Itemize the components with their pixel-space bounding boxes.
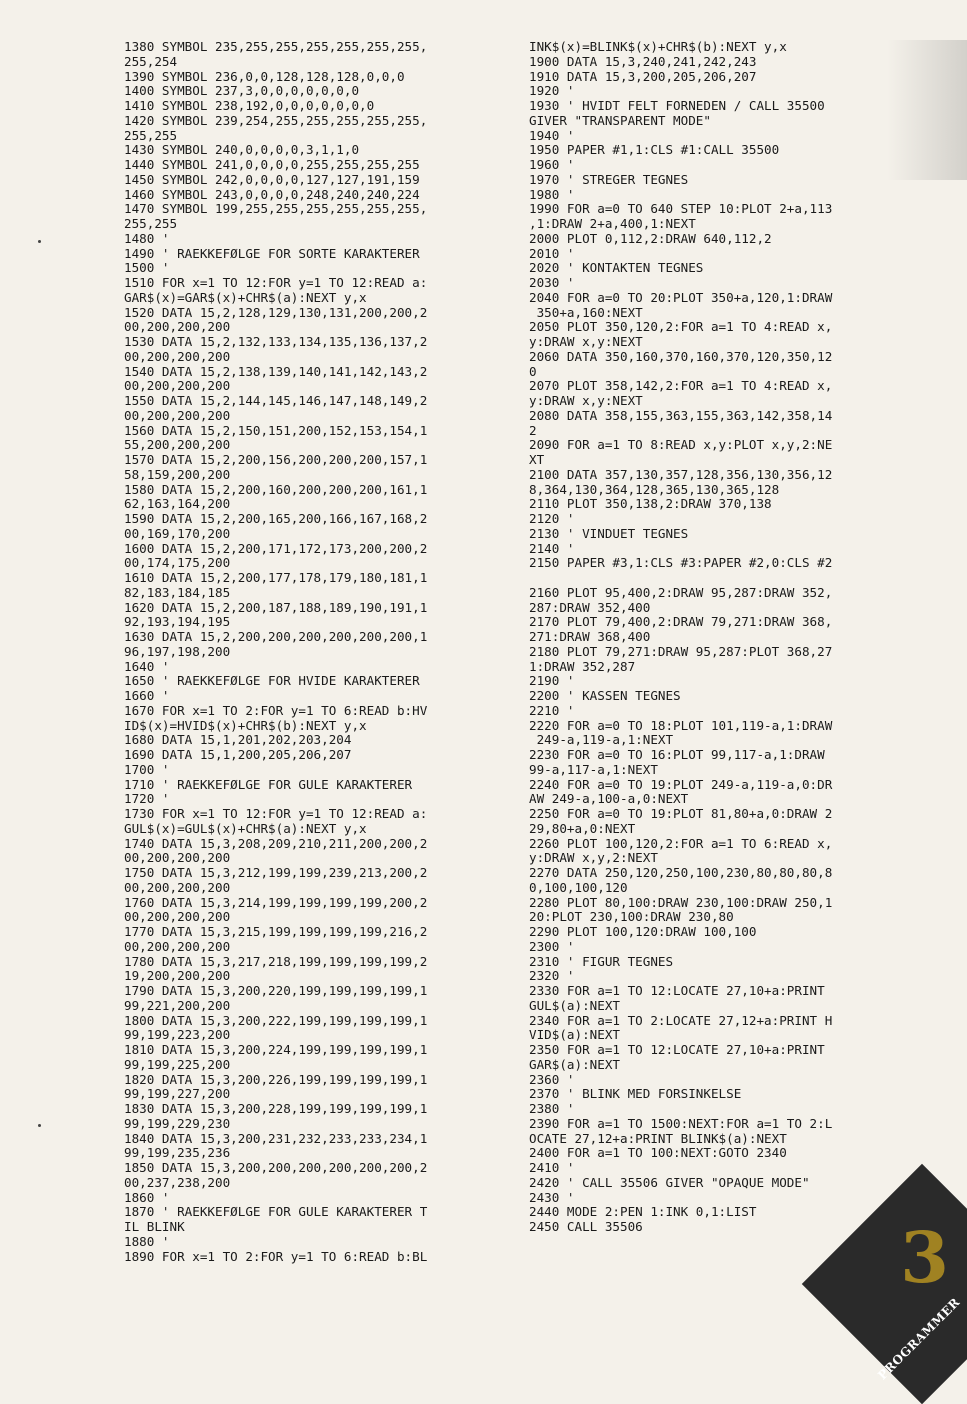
code-line: 1490 ' RAEKKEFØLGE FOR SORTE KARAKTERER [124,245,420,261]
code-line: 1940 ' [529,127,575,143]
code-line: y:DRAW x,y:NEXT [529,334,643,349]
code-line: 00,200,200,200 [124,909,231,925]
code-line: GAR$(a):NEXT [529,1056,620,1072]
code-line: 287:DRAW 352,400 [529,599,651,615]
code-line: 2170 PLOT 79,400,2:DRAW 79,271:DRAW 368, [529,614,833,630]
code-line: 1460 SYMBOL 243,0,0,0,0,248,240,240,224 [124,186,420,202]
code-line: 1850 DATA 15,3,200,200,200,200,200,200,2 [124,1160,428,1175]
code-line: 20:PLOT 230,100:DRAW 230,80 [529,909,734,925]
code-line: GAR$(x)=GAR$(x)+CHR$(a):NEXT y,x [124,289,367,305]
code-line: 2360 ' [529,1071,575,1087]
code-line: 00,200,200,200 [124,938,231,954]
code-line: 00,200,200,200 [124,850,231,866]
code-line: 2300 ' [529,938,575,954]
code-line: 1570 DATA 15,2,200,156,200,200,200,157,1 [124,452,428,467]
code-line: 249-a,119-a,1:NEXT [529,732,674,748]
code-line: 1670 FOR x=1 TO 2:FOR y=1 TO 6:READ b:HV [124,702,428,718]
code-line: 1730 FOR x=1 TO 12:FOR y=1 TO 12:READ a: [124,806,428,821]
code-line: 1900 DATA 15,3,240,241,242,243 [529,53,757,69]
code-line: 2440 MODE 2:PEN 1:INK 0,1:LIST [529,1204,757,1220]
code-line: 00,200,200,200 [124,348,231,364]
code-line: 1610 DATA 15,2,200,177,178,179,180,181,1 [124,570,428,585]
code-line: 99,199,235,236 [124,1145,231,1161]
code-line: 1410 SYMBOL 238,192,0,0,0,0,0,0,0 [124,98,375,113]
code-line: INK$(x)=BLINK$(x)+CHR$(b):NEXT y,x [529,39,787,54]
code-line: 1780 DATA 15,3,217,218,199,199,199,199,2 [124,953,428,969]
code-line: 2380 ' [529,1101,575,1116]
code-line: 1740 DATA 15,3,208,209,210,211,200,200,2 [124,835,428,851]
code-line: 29,80+a,0:NEXT [529,820,636,836]
code-line: 2320 ' [529,968,575,984]
code-line: 2110 PLOT 350,138,2:DRAW 370,138 [529,496,772,512]
code-line: GIVER "TRANSPARENT MODE" [529,112,711,128]
code-line: 2120 ' [529,511,575,526]
code-line: 2430 ' [529,1189,575,1205]
code-line: 62,163,164,200 [124,496,231,512]
code-line: 00,237,238,200 [124,1174,231,1190]
code-line: 00,169,170,200 [124,525,231,541]
code-line: 1430 SYMBOL 240,0,0,0,0,3,1,1,0 [124,142,360,158]
code-line: 58,159,200,200 [124,466,231,482]
code-line: 2150 PAPER #3,1:CLS #3:PAPER #2,0:CLS #2 [529,555,833,571]
code-line: 2410 ' [529,1160,575,1175]
code-line: 2400 FOR a=1 TO 100:NEXT:GOTO 2340 [529,1145,787,1161]
code-line: 2420 ' CALL 35506 GIVER "OPAQUE MODE" [529,1174,810,1190]
code-line: 255,254 [124,53,178,69]
code-line: 2190 ' [529,673,575,689]
code-line: 1860 ' [124,1189,170,1205]
code-line: 1750 DATA 15,3,212,199,199,239,213,200,2 [124,865,428,880]
code-line: 1710 ' RAEKKEFØLGE FOR GULE KARAKTERER [124,776,413,792]
code-line: 2030 ' [529,275,575,290]
code-line: 1820 DATA 15,3,200,226,199,199,199,199,1 [124,1071,428,1087]
code-line: 1510 FOR x=1 TO 12:FOR y=1 TO 12:READ a: [124,275,428,290]
code-line: 2340 FOR a=1 TO 2:LOCATE 27,12+a:PRINT H [529,1012,833,1028]
code-line: 1920 ' [529,83,575,99]
code-line: 2210 ' [529,702,575,718]
code-line: 1390 SYMBOL 236,0,0,128,128,128,0,0,0 [124,68,405,84]
code-line: OCATE 27,12+a:PRINT BLINK$(a):NEXT [529,1130,787,1146]
margin-dot [38,240,41,243]
code-line: 2070 PLOT 358,142,2:FOR a=1 TO 4:READ x, [529,378,833,394]
code-line: 19,200,200,200 [124,968,231,984]
code-line: 2350 FOR a=1 TO 12:LOCATE 27,10+a:PRINT [529,1042,825,1057]
code-line: ID$(x)=HVID$(x)+CHR$(b):NEXT y,x [124,717,367,733]
code-line: VID$(a):NEXT [529,1027,620,1043]
code-line: 2010 ' [529,245,575,261]
code-line: 00,174,175,200 [124,555,231,571]
code-line: 1550 DATA 15,2,144,145,146,147,148,149,2 [124,393,428,408]
code-line: 1680 DATA 15,1,201,202,203,204 [124,732,352,748]
code-line: AW 249-a,100-a,0:NEXT [529,791,689,807]
code-line: 2290 PLOT 100,120:DRAW 100,100 [529,924,757,939]
code-line: 1480 ' [124,230,170,246]
code-line: 2000 PLOT 0,112,2:DRAW 640,112,2 [529,230,772,246]
code-line: 1700 ' [124,761,170,777]
code-line: 99,221,200,200 [124,997,231,1013]
code-line: 1530 DATA 15,2,132,133,134,135,136,137,2 [124,334,428,349]
code-line: XT [529,452,545,467]
code-line: 1640 ' [124,658,170,674]
code-line: 2020 ' KONTAKTEN TEGNES [529,260,704,276]
code-line: 1790 DATA 15,3,200,220,199,199,199,199,1 [124,983,428,998]
code-line: 2040 FOR a=0 TO 20:PLOT 350+a,120,1:DRAW [529,289,833,305]
code-line: 1760 DATA 15,3,214,199,199,199,199,200,2 [124,894,428,910]
code-line: 1440 SYMBOL 241,0,0,0,0,255,255,255,255 [124,157,420,172]
code-column-left [124,40,484,1264]
code-line: 2450 CALL 35506 [529,1219,643,1234]
code-line: GUL$(a):NEXT [529,997,620,1013]
code-line: 2060 DATA 350,160,370,160,370,120,350,12 [529,348,833,364]
code-line: 2370 ' BLINK MED FORSINKELSE [529,1086,742,1102]
code-line: 1830 DATA 15,3,200,228,199,199,199,199,1 [124,1101,428,1116]
code-line: 0,100,100,120 [529,879,628,895]
code-line: 00,200,200,200 [124,407,231,423]
code-line: 2050 PLOT 350,120,2:FOR a=1 TO 4:READ x, [529,319,833,335]
code-line: 99,199,227,200 [124,1086,231,1102]
code-line: 1470 SYMBOL 199,255,255,255,255,255,255, [124,201,428,217]
code-line: y:DRAW x,y:NEXT [529,393,643,408]
code-line: GUL$(x)=GUL$(x)+CHR$(a):NEXT y,x [124,820,367,836]
code-line: 8,364,130,364,128,365,130,365,128 [529,481,780,497]
code-line: 99-a,117-a,1:NEXT [529,761,658,777]
code-line: 99,199,225,200 [124,1056,231,1072]
code-line: 2140 ' [529,540,575,556]
code-line: 2100 DATA 357,130,357,128,356,130,356,12 [529,466,833,482]
code-line: 1720 ' [124,791,170,807]
margin-dot [38,1124,41,1127]
code-line: 1800 DATA 15,3,200,222,199,199,199,199,1 [124,1012,428,1028]
code-line: 1560 DATA 15,2,150,151,200,152,153,154,1 [124,422,428,438]
code-line: 99,199,223,200 [124,1027,231,1043]
code-line: 2280 PLOT 80,100:DRAW 230,100:DRAW 250,1 [529,894,833,910]
code-line: 1400 SYMBOL 237,3,0,0,0,0,0,0,0 [124,83,360,99]
code-line: 1660 ' [124,688,170,703]
code-line: 1620 DATA 15,2,200,187,188,189,190,191,1 [124,599,428,615]
code-line: 55,200,200,200 [124,437,231,453]
code-line: 1630 DATA 15,2,200,200,200,200,200,200,1 [124,629,428,644]
code-line: 1890 FOR x=1 TO 2:FOR y=1 TO 6:READ b:BL [124,1248,428,1264]
code-line: 2130 ' VINDUET TEGNES [529,525,689,541]
code-line: 2270 DATA 250,120,250,100,230,80,80,80,8 [529,865,833,880]
corner-badge-number: 3 [900,1216,949,1299]
code-line: 271:DRAW 368,400 [529,629,651,644]
code-line: 1810 DATA 15,3,200,224,199,199,199,199,1 [124,1042,428,1057]
code-line: 82,183,184,185 [124,584,231,600]
code-line: 2260 PLOT 100,120,2:FOR a=1 TO 6:READ x, [529,835,833,851]
code-line: 1590 DATA 15,2,200,165,200,166,167,168,2 [124,511,428,526]
code-line: 1840 DATA 15,3,200,231,232,233,233,234,1 [124,1130,428,1146]
code-line: 1420 SYMBOL 239,254,255,255,255,255,255, [124,112,428,128]
code-line [529,571,889,586]
code-line: IL BLINK [124,1219,185,1234]
code-line: 2090 FOR a=1 TO 8:READ x,y:PLOT x,y,2:NE [529,437,833,453]
code-line: 1:DRAW 352,287 [529,658,636,674]
corner-badge-label: PROGRAMMER [875,1295,963,1383]
code-line: 1600 DATA 15,2,200,171,172,173,200,200,2 [124,540,428,556]
code-line: 99,199,229,230 [124,1115,231,1131]
code-line: 2390 FOR a=1 TO 1500:NEXT:FOR a=1 TO 2:L [529,1115,833,1131]
code-line: 1500 ' [124,260,170,276]
code-line: 2240 FOR a=0 TO 19:PLOT 249-a,119-a,0:DR [529,776,833,792]
code-line: 2200 ' KASSEN TEGNES [529,688,681,703]
code-line: 2080 DATA 358,155,363,155,363,142,358,14 [529,407,833,423]
code-line: 350+a,160:NEXT [529,304,643,320]
code-line: 2330 FOR a=1 TO 12:LOCATE 27,10+a:PRINT [529,983,825,998]
code-line: ,1:DRAW 2+a,400,1:NEXT [529,216,696,231]
code-line: 2 [529,422,537,438]
code-line: 1690 DATA 15,1,200,205,206,207 [124,747,352,762]
code-line: 1870 ' RAEKKEFØLGE FOR GULE KARAKTERER T [124,1204,428,1220]
code-line: 2230 FOR a=0 TO 16:PLOT 99,117-a,1:DRAW [529,747,825,762]
code-line: 1910 DATA 15,3,200,205,206,207 [529,68,757,84]
code-line: 00,200,200,200 [124,378,231,394]
code-line: 1990 FOR a=0 TO 640 STEP 10:PLOT 2+a,113 [529,201,833,217]
code-line: 1880 ' [124,1233,170,1249]
code-line: 1580 DATA 15,2,200,160,200,200,200,161,1 [124,481,428,497]
code-line: 96,197,198,200 [124,643,231,659]
code-line: 2310 ' FIGUR TEGNES [529,953,674,969]
bleed-through-shadow [887,40,967,180]
code-line: 1930 ' HVIDT FELT FORNEDEN / CALL 35500 [529,98,825,113]
code-column-right [529,40,889,1235]
code-line: 255,255 [124,216,178,231]
code-line: 1650 ' RAEKKEFØLGE FOR HVIDE KARAKTERER [124,673,420,689]
code-line: 1770 DATA 15,3,215,199,199,199,199,216,2 [124,924,428,939]
code-line: 1450 SYMBOL 242,0,0,0,0,127,127,191,159 [124,171,420,187]
code-line: 1520 DATA 15,2,128,129,130,131,200,200,2 [124,304,428,320]
code-line: 2250 FOR a=0 TO 19:PLOT 81,80+a,0:DRAW 2 [529,806,833,821]
code-line: 2160 PLOT 95,400,2:DRAW 95,287:DRAW 352, [529,584,833,600]
code-line: 00,200,200,200 [124,879,231,895]
code-line: 1380 SYMBOL 235,255,255,255,255,255,255, [124,39,428,54]
code-line: 1970 ' STREGER TEGNES [529,171,689,187]
code-line: 1960 ' [529,157,575,172]
code-line: 2220 FOR a=0 TO 18:PLOT 101,119-a,1:DRAW [529,717,833,733]
code-line: 1540 DATA 15,2,138,139,140,141,142,143,2 [124,363,428,379]
code-line: 2180 PLOT 79,271:DRAW 95,287:PLOT 368,27 [529,643,833,659]
code-line: 00,200,200,200 [124,319,231,335]
code-line: 1980 ' [529,186,575,202]
code-line: 92,193,194,195 [124,614,231,630]
code-line: y:DRAW x,y,2:NEXT [529,850,658,866]
code-line: 1950 PAPER #1,1:CLS #1:CALL 35500 [529,142,780,158]
code-line: 255,255 [124,127,178,143]
code-line: 0 [529,363,537,379]
